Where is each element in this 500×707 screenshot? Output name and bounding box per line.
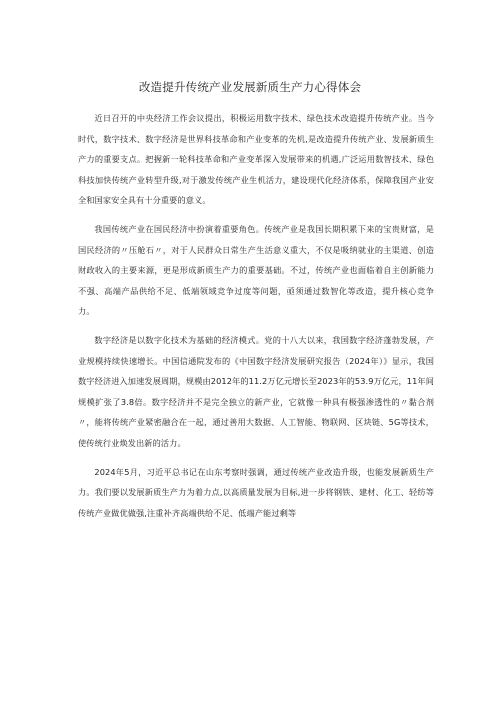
paragraph-1: 近日召开的中央经济工作会议提出，积极运用数字技术、绿色技术改造提升传统产业。当今时代，数字技术、数字经济是世界科技革命和产业变革的先机,是改造提升传统产业、发展新质生产力的重要支点。把握新一轮科技革命和产业变革深入发展带来的机遇,广泛运用数智技术、绿色科技加快传统产业转型升级,对于激发传统产业生机活力，建设现代化经济体系，保障我国产业安全和国家安全具有十分重要的意义。 — [78, 113, 434, 206]
paragraph-3: 数字经济是以数字化技术为基础的经济模式。党的十八大以来，我国数字经济蓬勃发展，产业规模持续快速增长。中国信通院发布的《中国数字经济发展研究报告（2024年）》显示，我国数字经济进入加速发展周期，规模由2012年的11.2万亿元增长至2023年的53.9万亿元，11年间规模扩张了3.8倍。数字经济并不是完全独立的新产业，它就像一种具有极强渗透性的〃黏合剂〃，能将传统产业紧密融合在一起，通过善用大数据、人工智能、物联网、区块链、5G等技术，使传统行业焕发出新的活力。 — [78, 334, 434, 448]
paragraph-4: 2024年5月，习近平总书记在山东考察时强调，通过传统产业改造升级，也能发展新质生产力。我们要以发展新质生产力为着力点,以高质量发展为目标,进一步将钢铁、建材、化工、轻纺等传统产业做优做强,注重补齐高端供给不足、低端产能过剩等 — [78, 466, 434, 518]
document-title: 改造提升传统产业发展新质生产力心得体会 — [138, 80, 362, 94]
paragraph-2: 我国传统产业在国民经济中扮演着重要角色。传统产业是我国长期积累下来的宝贵财富，是国民经济的〃压舱石〃，对于人民群众日常生产生活意义重大，不仅是吸纳就业的主渠道、创造财政收入的主要来源，更是形成新质生产力的重要基础。不过，传统产业也面临着自主创新能力不强、高端产品供给不足、低端领域竞争过度等问题，亟须通过数智化等改造，提升核心竞争力。 — [78, 223, 434, 317]
document-body — [78, 108, 434, 523]
